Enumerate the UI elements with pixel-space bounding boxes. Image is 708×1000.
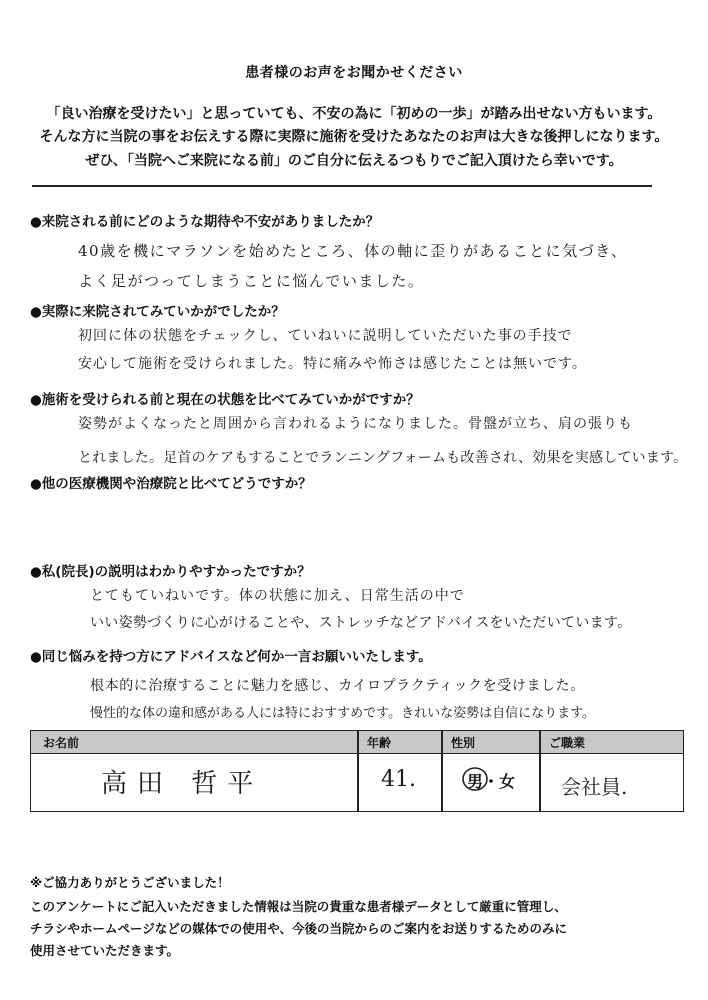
column-divider [539,731,541,811]
question-1: ●来院される前にどのような期待や不安がありましたか？ [30,214,380,230]
info-table [30,730,684,812]
question-6: ●同じ悩みを持つ方にアドバイスなど何か一言お願いいたします。 [30,649,432,665]
footer-line-1: このアンケートにご記入いただきました情報は当院の貴重な患者様データとして厳重に管理し、 [30,899,567,914]
answer-2-line-1: 初回に体の状態をチェックし、ていねいに説明していただいた事の手技で [78,328,573,344]
column-divider [441,731,443,811]
answer-2-line-2: 安心して施術を受けられました。特に痛みや怖さは感じたことは無いです。 [78,356,587,372]
answer-5-line-1: とてもていねいです。体の状態に加え、日常生活の中で [90,588,465,604]
footer-line-3: 使用させていただきます。 [30,943,180,958]
question-2: ●実際に来院されてみていかがでしたか？ [30,304,285,320]
intro-line-1: 「良い治療を受けたい」と思っていても、不安の為に「初めの一歩」が踏み出せない方もいます。 [46,106,662,122]
name-value: 高田 哲平 [101,769,264,799]
answer-3-line-2: とれました。足首のケアもすることでランニングフォームも改善され、効果を実感しています。 [78,450,688,466]
column-divider [357,731,359,811]
name-label: お名前 [43,736,80,750]
job-label: ご職業 [549,736,586,750]
age-label: 年齢 [367,736,392,750]
intro-line-2: そんな方に当院の事をお伝えする際に実際に施術を受けたあなたのお声は大きな後押しになります。 [39,129,669,145]
gender-options: 男・女 [467,772,516,791]
answer-3-line-1: 姿勢がよくなったと周囲から言われるようになりました。骨盤が立ち、肩の張りも [78,416,633,432]
age-value: 41. [381,767,416,792]
question-5: ●私(院長)の説明はわかりやすかったですか？ [30,564,311,580]
footer-line-2: チラシやホームページなどの媒体での使用や、今後の当院からのご案内をお送りするためのみに [30,921,568,936]
intro-line-3: ぜひ、「当院へご来院になる前」のご自分に伝えるつもりでご記入頂けたら幸いです。 [85,153,623,169]
gender-circle-mark [461,765,489,793]
question-3: ●施術を受けられる前と現在の状態を比べてみていかがですか？ [30,392,420,408]
answer-6-line-2: 慢性的な体の違和感がある人には特におすすめです。きれいな姿勢は自信になります。 [90,706,596,721]
footer-thanks: ※ご協力ありがとうございました！ [30,875,230,890]
answer-1-line-2: よく足がつってしまうことに悩んでいました。 [78,272,425,290]
answer-5-line-2: いい姿勢づくりに心がけることや、ストレッチなどアドバイスをいただいています。 [90,615,632,631]
answer-6-line-1: 根本的に治療することに魅力を感じ、カイロプラクティックを受けました。 [90,678,585,694]
gender-label: 性別 [451,736,476,750]
job-value: 会社員. [561,775,628,799]
divider [32,185,652,187]
answer-1-line-1: 40歳を機にマラソンを始めたところ、体の軸に歪りがあることに気づき、 [78,242,628,260]
question-4: ●他の医療機関や治療院と比べてどうですか？ [30,476,312,492]
page-title: 患者様のお声をお聞かせください [245,65,463,81]
